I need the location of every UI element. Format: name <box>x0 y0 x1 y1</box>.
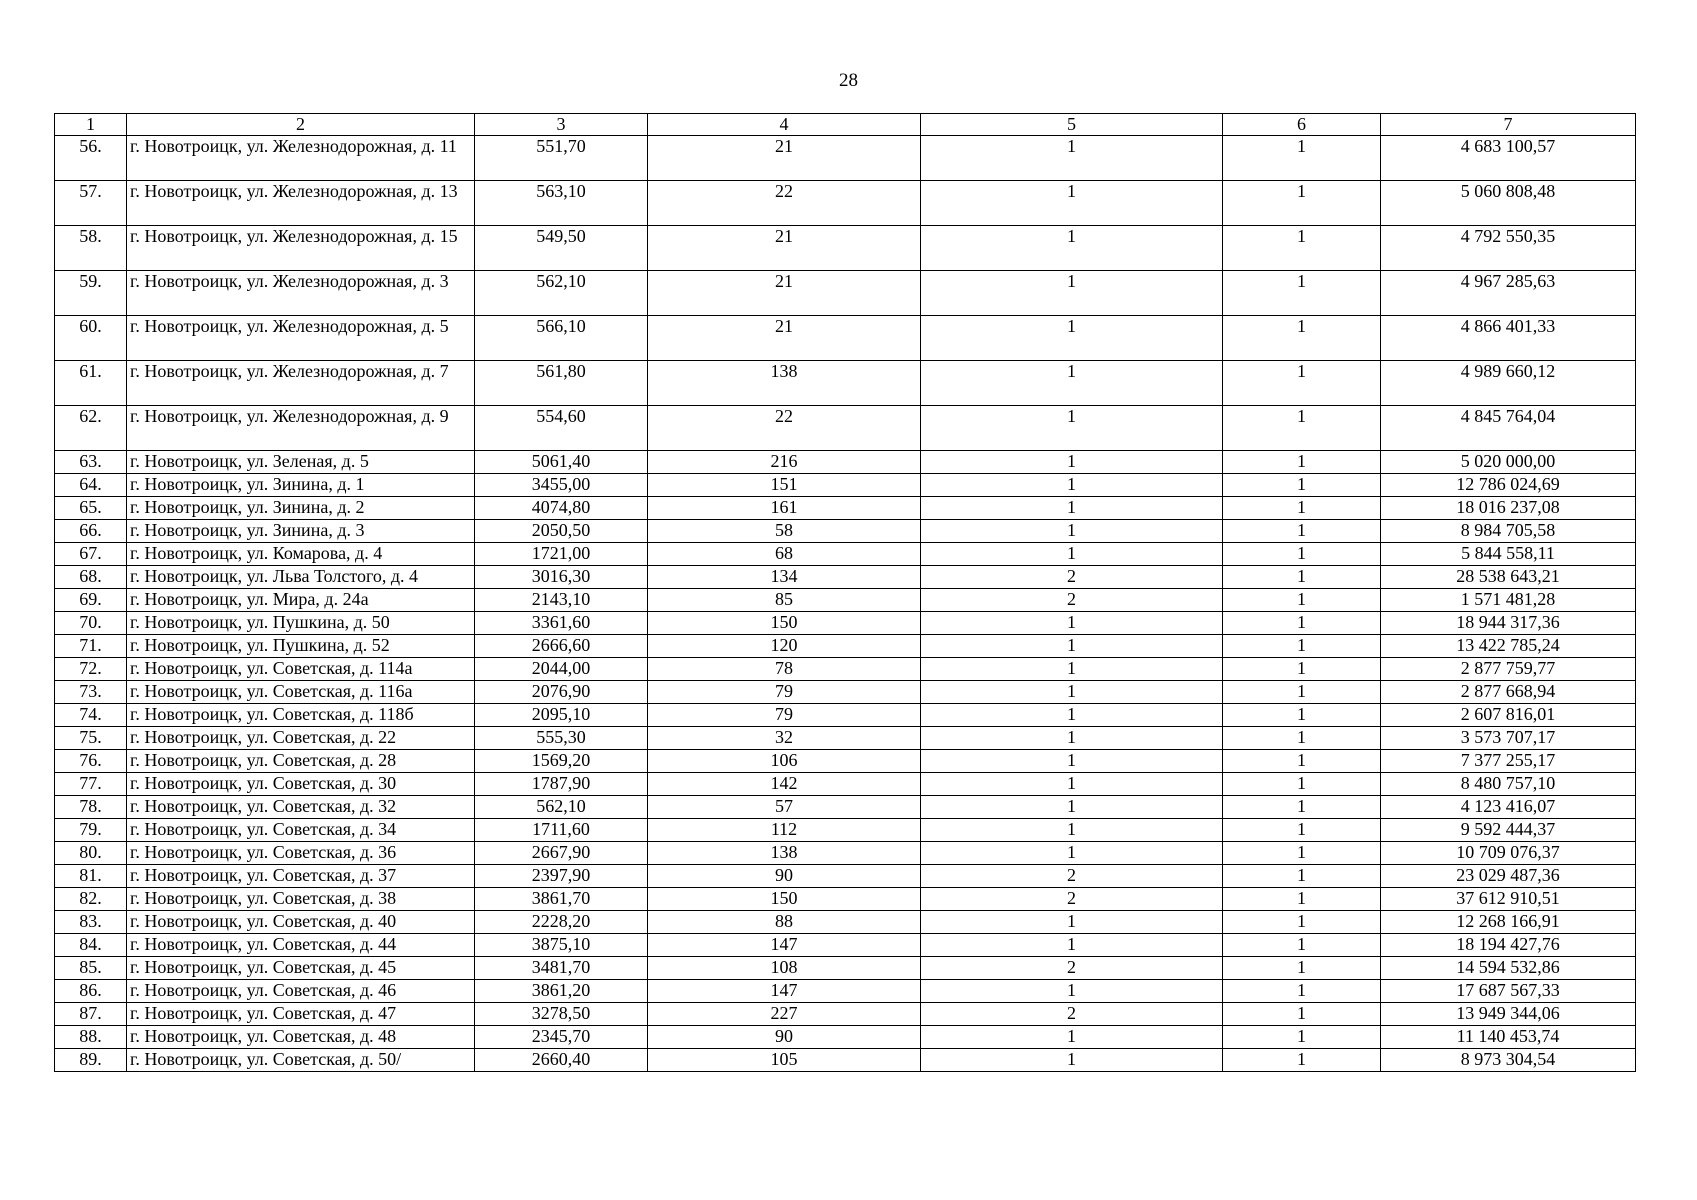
address-cell: г. Новотроицк, ул. Советская, д. 50/ <box>127 1049 475 1072</box>
value-cell: 2 <box>921 888 1223 911</box>
value-cell: 1 <box>921 406 1223 451</box>
table-row <box>55 1003 1636 1026</box>
amount-cell: 18 194 427,76 <box>1381 934 1636 957</box>
row-number-cell: 87. <box>55 1003 127 1026</box>
amount-cell: 17 687 567,33 <box>1381 980 1636 1003</box>
row-number-cell: 56. <box>55 136 127 181</box>
count-cell: 138 <box>648 361 921 406</box>
area-cell: 1569,20 <box>475 750 648 773</box>
value-cell: 2 <box>921 566 1223 589</box>
amount-cell: 4 123 416,07 <box>1381 796 1636 819</box>
value-cell: 1 <box>1223 704 1381 727</box>
area-cell: 2345,70 <box>475 1026 648 1049</box>
address-cell: г. Новотроицк, ул. Комарова, д. 4 <box>127 543 475 566</box>
table-row <box>55 704 1636 727</box>
amount-cell: 5 844 558,11 <box>1381 543 1636 566</box>
count-cell: 108 <box>648 957 921 980</box>
amount-cell: 2 877 759,77 <box>1381 658 1636 681</box>
address-cell: г. Новотроицк, ул. Зеленая, д. 5 <box>127 451 475 474</box>
amount-cell: 4 845 764,04 <box>1381 406 1636 451</box>
value-cell: 1 <box>1223 612 1381 635</box>
row-number-cell: 66. <box>55 520 127 543</box>
count-cell: 106 <box>648 750 921 773</box>
value-cell: 1 <box>921 911 1223 934</box>
value-cell: 1 <box>1223 819 1381 842</box>
row-number-cell: 70. <box>55 612 127 635</box>
amount-cell: 2 607 816,01 <box>1381 704 1636 727</box>
row-number-cell: 61. <box>55 361 127 406</box>
row-number-cell: 85. <box>55 957 127 980</box>
row-number-cell: 59. <box>55 271 127 316</box>
table-row <box>55 361 1636 406</box>
value-cell: 1 <box>1223 796 1381 819</box>
count-cell: 90 <box>648 865 921 888</box>
value-cell: 1 <box>1223 497 1381 520</box>
value-cell: 1 <box>921 136 1223 181</box>
count-cell: 120 <box>648 635 921 658</box>
value-cell: 1 <box>1223 589 1381 612</box>
amount-cell: 12 786 024,69 <box>1381 474 1636 497</box>
table-row <box>55 773 1636 796</box>
value-cell: 1 <box>1223 451 1381 474</box>
table-row <box>55 842 1636 865</box>
area-cell: 2397,90 <box>475 865 648 888</box>
value-cell: 1 <box>921 1049 1223 1072</box>
value-cell: 1 <box>1223 842 1381 865</box>
area-cell: 566,10 <box>475 316 648 361</box>
value-cell: 1 <box>1223 566 1381 589</box>
count-cell: 151 <box>648 474 921 497</box>
amount-cell: 23 029 487,36 <box>1381 865 1636 888</box>
address-cell: г. Новотроицк, ул. Советская, д. 36 <box>127 842 475 865</box>
value-cell: 1 <box>1223 520 1381 543</box>
area-cell: 2143,10 <box>475 589 648 612</box>
amount-cell: 4 792 550,35 <box>1381 226 1636 271</box>
amount-cell: 28 538 643,21 <box>1381 566 1636 589</box>
count-cell: 216 <box>648 451 921 474</box>
count-cell: 68 <box>648 543 921 566</box>
count-cell: 21 <box>648 271 921 316</box>
address-cell: г. Новотроицк, ул. Железнодорожная, д. 7 <box>127 361 475 406</box>
row-number-cell: 82. <box>55 888 127 911</box>
value-cell: 1 <box>1223 1003 1381 1026</box>
address-cell: г. Новотроицк, ул. Советская, д. 118б <box>127 704 475 727</box>
column-header: 4 <box>648 114 921 136</box>
address-cell: г. Новотроицк, ул. Зинина, д. 2 <box>127 497 475 520</box>
value-cell: 2 <box>921 957 1223 980</box>
value-cell: 1 <box>1223 957 1381 980</box>
value-cell: 1 <box>921 271 1223 316</box>
area-cell: 2667,90 <box>475 842 648 865</box>
address-cell: г. Новотроицк, ул. Советская, д. 47 <box>127 1003 475 1026</box>
value-cell: 1 <box>921 474 1223 497</box>
value-cell: 1 <box>921 934 1223 957</box>
address-cell: г. Новотроицк, ул. Советская, д. 28 <box>127 750 475 773</box>
value-cell: 1 <box>921 520 1223 543</box>
column-header: 2 <box>127 114 475 136</box>
amount-cell: 7 377 255,17 <box>1381 750 1636 773</box>
table-row <box>55 911 1636 934</box>
amount-cell: 1 571 481,28 <box>1381 589 1636 612</box>
address-cell: г. Новотроицк, ул. Советская, д. 37 <box>127 865 475 888</box>
address-cell: г. Новотроицк, ул. Льва Толстого, д. 4 <box>127 566 475 589</box>
table-row <box>55 474 1636 497</box>
area-cell: 551,70 <box>475 136 648 181</box>
value-cell: 1 <box>921 612 1223 635</box>
table-row <box>55 497 1636 520</box>
column-header: 7 <box>1381 114 1636 136</box>
value-cell: 1 <box>921 773 1223 796</box>
address-cell: г. Новотроицк, ул. Советская, д. 44 <box>127 934 475 957</box>
value-cell: 1 <box>1223 911 1381 934</box>
area-cell: 1787,90 <box>475 773 648 796</box>
area-cell: 2228,20 <box>475 911 648 934</box>
row-number-cell: 80. <box>55 842 127 865</box>
row-number-cell: 58. <box>55 226 127 271</box>
value-cell: 1 <box>1223 658 1381 681</box>
amount-cell: 9 592 444,37 <box>1381 819 1636 842</box>
area-cell: 1711,60 <box>475 819 648 842</box>
row-number-cell: 75. <box>55 727 127 750</box>
table-row <box>55 406 1636 451</box>
area-cell: 3481,70 <box>475 957 648 980</box>
value-cell: 1 <box>1223 980 1381 1003</box>
table-row <box>55 681 1636 704</box>
address-cell: г. Новотроицк, ул. Железнодорожная, д. 9 <box>127 406 475 451</box>
area-cell: 562,10 <box>475 271 648 316</box>
value-cell: 1 <box>921 819 1223 842</box>
table-row <box>55 796 1636 819</box>
area-cell: 2095,10 <box>475 704 648 727</box>
count-cell: 138 <box>648 842 921 865</box>
table-row <box>55 727 1636 750</box>
value-cell: 1 <box>921 681 1223 704</box>
count-cell: 150 <box>648 612 921 635</box>
value-cell: 1 <box>1223 316 1381 361</box>
column-header: 5 <box>921 114 1223 136</box>
area-cell: 3861,70 <box>475 888 648 911</box>
count-cell: 112 <box>648 819 921 842</box>
value-cell: 1 <box>1223 181 1381 226</box>
value-cell: 1 <box>1223 474 1381 497</box>
amount-cell: 10 709 076,37 <box>1381 842 1636 865</box>
value-cell: 1 <box>1223 406 1381 451</box>
row-number-cell: 79. <box>55 819 127 842</box>
table-row <box>55 819 1636 842</box>
value-cell: 1 <box>1223 136 1381 181</box>
value-cell: 1 <box>921 361 1223 406</box>
amount-cell: 37 612 910,51 <box>1381 888 1636 911</box>
count-cell: 150 <box>648 888 921 911</box>
value-cell: 1 <box>921 727 1223 750</box>
table-row <box>55 543 1636 566</box>
address-cell: г. Новотроицк, ул. Железнодорожная, д. 13 <box>127 181 475 226</box>
column-header: 1 <box>55 114 127 136</box>
value-cell: 1 <box>921 497 1223 520</box>
amount-cell: 8 984 705,58 <box>1381 520 1636 543</box>
row-number-cell: 64. <box>55 474 127 497</box>
area-cell: 2666,60 <box>475 635 648 658</box>
table-row <box>55 1049 1636 1072</box>
value-cell: 1 <box>921 316 1223 361</box>
row-number-cell: 67. <box>55 543 127 566</box>
table-row <box>55 271 1636 316</box>
value-cell: 1 <box>921 1026 1223 1049</box>
row-number-cell: 68. <box>55 566 127 589</box>
count-cell: 21 <box>648 136 921 181</box>
row-number-cell: 88. <box>55 1026 127 1049</box>
value-cell: 1 <box>1223 727 1381 750</box>
table-row <box>55 451 1636 474</box>
table-row <box>55 934 1636 957</box>
amount-cell: 13 949 344,06 <box>1381 1003 1636 1026</box>
area-cell: 5061,40 <box>475 451 648 474</box>
count-cell: 22 <box>648 181 921 226</box>
row-number-cell: 62. <box>55 406 127 451</box>
table-row <box>55 612 1636 635</box>
value-cell: 1 <box>921 543 1223 566</box>
count-cell: 90 <box>648 1026 921 1049</box>
value-cell: 1 <box>1223 681 1381 704</box>
value-cell: 2 <box>921 589 1223 612</box>
area-cell: 554,60 <box>475 406 648 451</box>
address-cell: г. Новотроицк, ул. Советская, д. 116а <box>127 681 475 704</box>
table-row <box>55 980 1636 1003</box>
area-cell: 555,30 <box>475 727 648 750</box>
count-cell: 22 <box>648 406 921 451</box>
value-cell: 1 <box>1223 543 1381 566</box>
value-cell: 1 <box>921 704 1223 727</box>
count-cell: 88 <box>648 911 921 934</box>
count-cell: 134 <box>648 566 921 589</box>
address-cell: г. Новотроицк, ул. Железнодорожная, д. 11 <box>127 136 475 181</box>
area-cell: 3361,60 <box>475 612 648 635</box>
amount-cell: 4 866 401,33 <box>1381 316 1636 361</box>
address-cell: г. Новотроицк, ул. Советская, д. 22 <box>127 727 475 750</box>
amount-cell: 18 944 317,36 <box>1381 612 1636 635</box>
area-cell: 3875,10 <box>475 934 648 957</box>
area-cell: 563,10 <box>475 181 648 226</box>
address-cell: г. Новотроицк, ул. Советская, д. 38 <box>127 888 475 911</box>
row-number-cell: 63. <box>55 451 127 474</box>
amount-cell: 11 140 453,74 <box>1381 1026 1636 1049</box>
amount-cell: 18 016 237,08 <box>1381 497 1636 520</box>
count-cell: 142 <box>648 773 921 796</box>
area-cell: 549,50 <box>475 226 648 271</box>
amount-cell: 5 060 808,48 <box>1381 181 1636 226</box>
table-row <box>55 957 1636 980</box>
area-cell: 1721,00 <box>475 543 648 566</box>
address-cell: г. Новотроицк, ул. Пушкина, д. 50 <box>127 612 475 635</box>
row-number-cell: 76. <box>55 750 127 773</box>
table-row <box>55 181 1636 226</box>
address-cell: г. Новотроицк, ул. Советская, д. 45 <box>127 957 475 980</box>
count-cell: 85 <box>648 589 921 612</box>
address-cell: г. Новотроицк, ул. Железнодорожная, д. 5 <box>127 316 475 361</box>
row-number-cell: 72. <box>55 658 127 681</box>
value-cell: 1 <box>1223 635 1381 658</box>
value-cell: 1 <box>1223 271 1381 316</box>
column-number-row <box>55 114 1636 136</box>
area-cell: 2660,40 <box>475 1049 648 1072</box>
address-cell: г. Новотроицк, ул. Советская, д. 30 <box>127 773 475 796</box>
address-cell: г. Новотроицк, ул. Железнодорожная, д. 3 <box>127 271 475 316</box>
address-cell: г. Новотроицк, ул. Железнодорожная, д. 15 <box>127 226 475 271</box>
table-row <box>55 520 1636 543</box>
row-number-cell: 81. <box>55 865 127 888</box>
column-header: 3 <box>475 114 648 136</box>
address-cell: г. Новотроицк, ул. Зинина, д. 3 <box>127 520 475 543</box>
table-row <box>55 566 1636 589</box>
address-cell: г. Новотроицк, ул. Советская, д. 48 <box>127 1026 475 1049</box>
address-cell: г. Новотроицк, ул. Мира, д. 24а <box>127 589 475 612</box>
value-cell: 1 <box>921 451 1223 474</box>
row-number-cell: 86. <box>55 980 127 1003</box>
count-cell: 105 <box>648 1049 921 1072</box>
amount-cell: 3 573 707,17 <box>1381 727 1636 750</box>
row-number-cell: 69. <box>55 589 127 612</box>
value-cell: 1 <box>921 226 1223 271</box>
value-cell: 1 <box>921 635 1223 658</box>
value-cell: 1 <box>1223 1049 1381 1072</box>
amount-cell: 8 480 757,10 <box>1381 773 1636 796</box>
count-cell: 58 <box>648 520 921 543</box>
row-number-cell: 78. <box>55 796 127 819</box>
amount-cell: 4 967 285,63 <box>1381 271 1636 316</box>
amount-cell: 2 877 668,94 <box>1381 681 1636 704</box>
address-cell: г. Новотроицк, ул. Советская, д. 46 <box>127 980 475 1003</box>
count-cell: 21 <box>648 226 921 271</box>
area-cell: 561,80 <box>475 361 648 406</box>
area-cell: 562,10 <box>475 796 648 819</box>
row-number-cell: 65. <box>55 497 127 520</box>
row-number-cell: 83. <box>55 911 127 934</box>
count-cell: 79 <box>648 681 921 704</box>
address-cell: г. Новотроицк, ул. Советская, д. 34 <box>127 819 475 842</box>
value-cell: 1 <box>921 658 1223 681</box>
count-cell: 21 <box>648 316 921 361</box>
table-row <box>55 136 1636 181</box>
column-header: 6 <box>1223 114 1381 136</box>
table-row <box>55 589 1636 612</box>
row-number-cell: 57. <box>55 181 127 226</box>
value-cell: 1 <box>1223 934 1381 957</box>
row-number-cell: 89. <box>55 1049 127 1072</box>
value-cell: 1 <box>921 181 1223 226</box>
housing-register-table <box>54 113 1636 1072</box>
address-cell: г. Новотроицк, ул. Советская, д. 40 <box>127 911 475 934</box>
amount-cell: 13 422 785,24 <box>1381 635 1636 658</box>
area-cell: 4074,80 <box>475 497 648 520</box>
address-cell: г. Новотроицк, ул. Пушкина, д. 52 <box>127 635 475 658</box>
table-row <box>55 316 1636 361</box>
address-cell: г. Новотроицк, ул. Советская, д. 114а <box>127 658 475 681</box>
count-cell: 147 <box>648 980 921 1003</box>
area-cell: 2044,00 <box>475 658 648 681</box>
value-cell: 2 <box>921 865 1223 888</box>
table-row <box>55 750 1636 773</box>
count-cell: 57 <box>648 796 921 819</box>
table-row <box>55 635 1636 658</box>
table-row <box>55 226 1636 271</box>
row-number-cell: 60. <box>55 316 127 361</box>
value-cell: 2 <box>921 1003 1223 1026</box>
table-row <box>55 1026 1636 1049</box>
table-row <box>55 865 1636 888</box>
area-cell: 3455,00 <box>475 474 648 497</box>
area-cell: 3278,50 <box>475 1003 648 1026</box>
row-number-cell: 74. <box>55 704 127 727</box>
value-cell: 1 <box>1223 226 1381 271</box>
count-cell: 227 <box>648 1003 921 1026</box>
area-cell: 2050,50 <box>475 520 648 543</box>
address-cell: г. Новотроицк, ул. Советская, д. 32 <box>127 796 475 819</box>
page-number: 28 <box>839 70 858 91</box>
value-cell: 1 <box>921 750 1223 773</box>
amount-cell: 4 989 660,12 <box>1381 361 1636 406</box>
count-cell: 161 <box>648 497 921 520</box>
table-row <box>55 888 1636 911</box>
amount-cell: 5 020 000,00 <box>1381 451 1636 474</box>
row-number-cell: 84. <box>55 934 127 957</box>
amount-cell: 12 268 166,91 <box>1381 911 1636 934</box>
value-cell: 1 <box>1223 773 1381 796</box>
row-number-cell: 73. <box>55 681 127 704</box>
value-cell: 1 <box>1223 750 1381 773</box>
area-cell: 3016,30 <box>475 566 648 589</box>
value-cell: 1 <box>1223 888 1381 911</box>
table-row <box>55 658 1636 681</box>
count-cell: 79 <box>648 704 921 727</box>
amount-cell: 8 973 304,54 <box>1381 1049 1636 1072</box>
area-cell: 3861,20 <box>475 980 648 1003</box>
value-cell: 1 <box>921 842 1223 865</box>
value-cell: 1 <box>921 796 1223 819</box>
amount-cell: 14 594 532,86 <box>1381 957 1636 980</box>
value-cell: 1 <box>921 980 1223 1003</box>
value-cell: 1 <box>1223 361 1381 406</box>
count-cell: 32 <box>648 727 921 750</box>
count-cell: 78 <box>648 658 921 681</box>
row-number-cell: 71. <box>55 635 127 658</box>
address-cell: г. Новотроицк, ул. Зинина, д. 1 <box>127 474 475 497</box>
area-cell: 2076,90 <box>475 681 648 704</box>
table-body <box>55 136 1636 1072</box>
row-number-cell: 77. <box>55 773 127 796</box>
value-cell: 1 <box>1223 865 1381 888</box>
value-cell: 1 <box>1223 1026 1381 1049</box>
count-cell: 147 <box>648 934 921 957</box>
amount-cell: 4 683 100,57 <box>1381 136 1636 181</box>
